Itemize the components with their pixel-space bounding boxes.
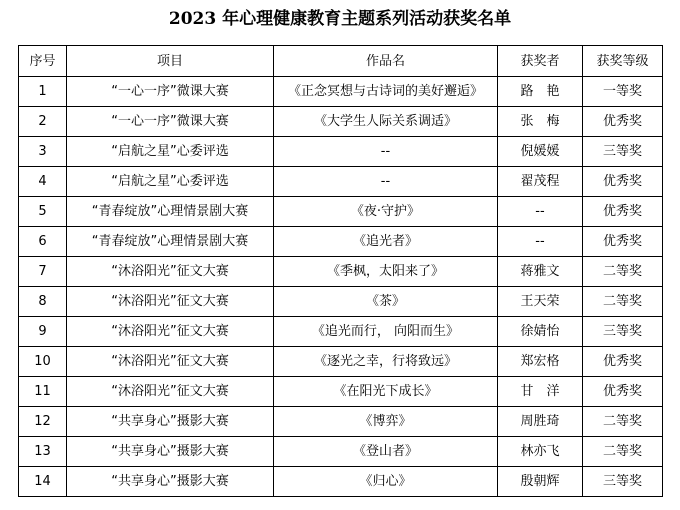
cell-level: 优秀奖: [583, 347, 663, 377]
cell-project: “沐浴阳光”征文大赛: [67, 377, 274, 407]
cell-index: 2: [19, 107, 67, 137]
cell-project: “启航之星”心委评选: [67, 137, 274, 167]
column-header-index: 序号: [19, 46, 67, 77]
cell-work: 《正念冥想与古诗词的美好邂逅》: [274, 77, 498, 107]
cell-winner: 甘 洋: [498, 377, 583, 407]
table-row: [19, 437, 663, 467]
cell-level: 二等奖: [583, 437, 663, 467]
cell-winner: 蒋雅文: [498, 257, 583, 287]
cell-level: 一等奖: [583, 77, 663, 107]
cell-level: 三等奖: [583, 317, 663, 347]
cell-index: 5: [19, 197, 67, 227]
cell-project: “青春绽放”心理情景剧大赛: [67, 197, 274, 227]
cell-work: 《登山者》: [274, 437, 498, 467]
cell-work: --: [274, 167, 498, 197]
cell-project: “一心一序”微课大赛: [67, 107, 274, 137]
cell-work: 《季枫，太阳来了》: [274, 257, 498, 287]
page-title: 2023 年心理健康教育主题系列活动获奖名单: [168, 9, 512, 29]
cell-project: “沐浴阳光”征文大赛: [67, 287, 274, 317]
cell-level: 优秀奖: [583, 197, 663, 227]
cell-index: 7: [19, 257, 67, 287]
cell-work: 《追光者》: [274, 227, 498, 257]
cell-winner: 林亦飞: [498, 437, 583, 467]
cell-work: --: [274, 137, 498, 167]
cell-level: 优秀奖: [583, 377, 663, 407]
table-row: [19, 377, 663, 407]
cell-project: “沐浴阳光”征文大赛: [67, 257, 274, 287]
cell-work: 《逐光之幸，行将致远》: [274, 347, 498, 377]
cell-index: 4: [19, 167, 67, 197]
cell-work: 《夜·守护》: [274, 197, 498, 227]
cell-index: 9: [19, 317, 67, 347]
cell-level: 二等奖: [583, 287, 663, 317]
cell-level: 优秀奖: [583, 167, 663, 197]
table-row: [19, 287, 663, 317]
cell-winner: 郑宏格: [498, 347, 583, 377]
cell-index: 14: [19, 467, 67, 497]
column-header-project: 项目: [67, 46, 274, 77]
cell-level: 优秀奖: [583, 227, 663, 257]
cell-index: 10: [19, 347, 67, 377]
cell-work: 《归心》: [274, 467, 498, 497]
cell-work: 《追光而行， 向阳而生》: [274, 317, 498, 347]
table-row: [19, 197, 663, 227]
cell-work: 《大学生人际关系调适》: [274, 107, 498, 137]
cell-project: “青春绽放”心理情景剧大赛: [67, 227, 274, 257]
table-row: [19, 407, 663, 437]
cell-work: 《在阳光下成长》: [274, 377, 498, 407]
column-header-level: 获奖等级: [583, 46, 663, 77]
cell-index: 12: [19, 407, 67, 437]
cell-winner: 张 梅: [498, 107, 583, 137]
table-row: [19, 167, 663, 197]
cell-winner: 倪媛媛: [498, 137, 583, 167]
cell-winner: 翟茂程: [498, 167, 583, 197]
table-row: [19, 107, 663, 137]
cell-project: “启航之星”心委评选: [67, 167, 274, 197]
table-row: [19, 347, 663, 377]
cell-index: 6: [19, 227, 67, 257]
cell-winner: 徐婧怡: [498, 317, 583, 347]
table-row: [19, 317, 663, 347]
cell-index: 1: [19, 77, 67, 107]
cell-index: 11: [19, 377, 67, 407]
cell-level: 二等奖: [583, 407, 663, 437]
cell-level: 三等奖: [583, 467, 663, 497]
cell-winner: --: [498, 227, 583, 257]
cell-level: 优秀奖: [583, 107, 663, 137]
table-row: [19, 137, 663, 167]
cell-winner: 路 艳: [498, 77, 583, 107]
cell-index: 8: [19, 287, 67, 317]
column-header-winner: 获奖者: [498, 46, 583, 77]
awards-table: [18, 45, 663, 497]
cell-project: “共享身心”摄影大赛: [67, 437, 274, 467]
cell-project: “共享身心”摄影大赛: [67, 407, 274, 437]
cell-winner: --: [498, 197, 583, 227]
cell-project: “共享身心”摄影大赛: [67, 467, 274, 497]
cell-winner: 周胜琦: [498, 407, 583, 437]
cell-index: 13: [19, 437, 67, 467]
column-header-work: 作品名: [274, 46, 498, 77]
table-row: [19, 227, 663, 257]
cell-project: “沐浴阳光”征文大赛: [67, 317, 274, 347]
table-header-row: [19, 46, 663, 77]
cell-winner: 殷朝辉: [498, 467, 583, 497]
table-row: [19, 257, 663, 287]
cell-work: 《博弈》: [274, 407, 498, 437]
cell-index: 3: [19, 137, 67, 167]
cell-project: “一心一序”微课大赛: [67, 77, 274, 107]
cell-project: “沐浴阳光”征文大赛: [67, 347, 274, 377]
table-row: [19, 77, 663, 107]
cell-winner: 王天荣: [498, 287, 583, 317]
cell-level: 二等奖: [583, 257, 663, 287]
cell-work: 《茶》: [274, 287, 498, 317]
table-row: [19, 467, 663, 497]
cell-level: 三等奖: [583, 137, 663, 167]
